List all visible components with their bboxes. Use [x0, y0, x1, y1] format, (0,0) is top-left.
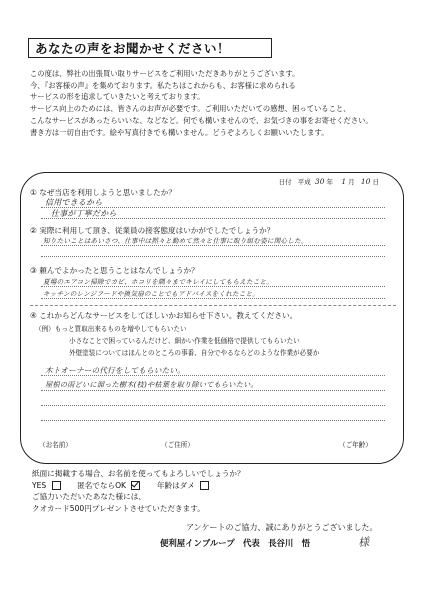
- option-no-age-label: 年齢はダメ: [156, 480, 195, 490]
- intro-line: こんなサービスがあったらいいな、などなど。何でも構いませんので、お気づきの事をお寄せください。: [30, 115, 373, 125]
- no-age-checkbox[interactable]: [200, 481, 209, 490]
- answer-3-line-2: キッチンのレンジフードや換気扇のことでもアドバイスをくれたこと。: [43, 290, 260, 298]
- thanks-text: アンケートのご協力、誠にありがとうございました。: [186, 523, 378, 532]
- age-label: （ご年齢）: [339, 441, 372, 449]
- date-day-value: 10: [360, 177, 371, 186]
- answer-rule: [41, 375, 385, 376]
- question-2: ② 実際に利用して頂き、従業員の接客態度はいかがでしたでしょうか？: [30, 226, 275, 235]
- era-label: 平成: [297, 178, 311, 186]
- option-anonymous[interactable]: [77, 480, 140, 492]
- date-month-value: 1: [341, 177, 347, 186]
- intro-text: [30, 68, 400, 138]
- answer-rule: [41, 256, 385, 257]
- answer-rule: [41, 245, 385, 246]
- option-no-age[interactable]: [157, 480, 209, 492]
- answer-rule: [41, 298, 385, 299]
- answer-1-line-1: 信用できるから: [45, 198, 103, 207]
- publish-section: [32, 468, 245, 514]
- day-label: 日: [372, 178, 379, 186]
- date-label: 日付: [278, 178, 292, 186]
- answer-rule: [41, 207, 385, 208]
- answer-4-line-1: 木トオーナーの代行をしてもらいたい。: [45, 366, 186, 375]
- answer-1-line-2: 仕事が丁寧だから: [51, 209, 117, 218]
- answer-rule: [41, 390, 385, 391]
- name-label: （お名前）: [39, 441, 72, 449]
- intro-line: 書き方は一切自由です。絵や写真付きでも構いません。どうぞよろしくお願いいたします。: [30, 127, 329, 137]
- publish-question: 紙面に掲載する場合、お名前を使ってもよろしいでしょうか？: [32, 469, 245, 478]
- option-yes-label: YES: [32, 480, 47, 490]
- gift-line-2: クオカード500円プレゼントさせていただきます。: [32, 503, 205, 513]
- example-line: 外壁塗装についてはほんとのところの事番、自分でやるならどのような作業が必要か: [69, 349, 320, 357]
- intro-line: サービス向上のためには、皆さんのお声が必要です。ご利用いただいての感想、困っていること、: [30, 104, 351, 114]
- answer-4-line-2: 屋根の雨どいに溜った樹木(枝)や枯葉を取り除いてもらいたい。: [45, 380, 258, 389]
- anonymous-checkbox[interactable]: [131, 481, 140, 490]
- company-signature: 便利屋インブループ 代表 長谷川 悟: [160, 538, 310, 548]
- answer-3-line-1: 夏場のエアコン掃除でカビ、ホコリを隅々までキレイにしてもらえたこと。: [43, 278, 274, 286]
- answer-2-line-1: 知りたいことはあいさつ、仕事中は黙々と勤めて然々と仕事に取り組む姿に関心した。: [43, 237, 308, 245]
- section-divider: [30, 305, 396, 306]
- address-label: （ご住所）: [161, 441, 194, 449]
- handwritten-stamp: 様: [357, 535, 370, 550]
- example-line: 小さなことで困っているんだけど、細かい作業を低価格で提供してもらいたい: [69, 337, 300, 345]
- yes-checkbox[interactable]: [52, 481, 61, 490]
- intro-line: 今、『お客様の声』を集めております。私たちはこれからも、お客様に求められる: [30, 80, 296, 90]
- option-yes[interactable]: [32, 480, 61, 492]
- publish-options: [32, 480, 245, 492]
- date-line: [279, 177, 379, 186]
- page-title: あなたの声をお聞かせください！: [28, 38, 272, 58]
- survey-box: [20, 172, 404, 464]
- answer-rule: [41, 420, 385, 421]
- answer-rule: [41, 218, 385, 219]
- question-3: ③ 頼んでよかったと思うことはなんでしょうか？: [30, 266, 199, 275]
- question-1: ① なぜ当店を利用しようと思いましたか？: [30, 188, 176, 197]
- month-label: 月: [348, 178, 355, 186]
- option-anonymous-label: 匿名でならOK: [77, 480, 127, 490]
- answer-rule: [41, 405, 385, 406]
- example-line: （例）もっと買取出来るものを増やしてもらいたい: [35, 325, 187, 333]
- intro-line: サービスの形を追求していきたいと考えております。: [30, 92, 205, 102]
- year-label: 年: [326, 178, 334, 186]
- date-year-value: 30: [314, 177, 325, 186]
- gift-line-1: ご協力いただいたあなた様には、: [32, 492, 146, 502]
- intro-line: この度は、弊社の出張買い取りサービスをご利用いただきありがとうございます。: [30, 69, 300, 78]
- question-4: ④ これからどんなサービスをしてほしいかお知らせ下さい。教えてください。: [30, 311, 298, 320]
- answer-rule: [41, 286, 385, 287]
